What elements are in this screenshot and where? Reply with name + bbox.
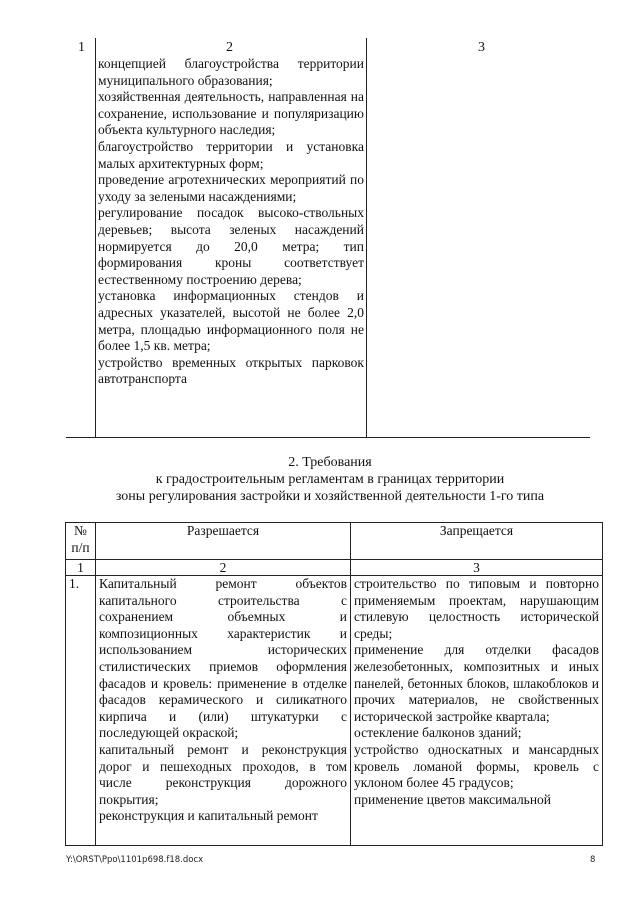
top-table-bottom-border — [66, 437, 590, 438]
table-row — [66, 576, 603, 846]
top-allowed-item: концепцией благоустройства территории муниципального образования; — [98, 56, 364, 88]
regulations-table — [65, 522, 603, 846]
table-header-row — [66, 523, 603, 560]
forbidden-item: остекление балконов зданий; — [354, 725, 522, 741]
top-allowed-item: регулирование посадок высоко-ствольных деревьев; высота зеленых насаждений нормируется до 20,0 метра; тип формирования кроны соответствует естественному построению дерева; — [98, 205, 364, 287]
col-num-1: 1 — [66, 560, 96, 576]
allowed-cell — [96, 576, 351, 846]
footer-file-path: Y:\ORST\Ppo\1101p698.f18.docx — [66, 855, 204, 865]
header-num: № п/п — [66, 523, 96, 560]
forbidden-item: применение для отделки фасадов железобетонных, композитных и иных панелей, бетонных блоков, шлакоблоков и прочих материалов, не свойственных исторической застройке квартала; — [354, 642, 599, 724]
top-col-num-2: 2 — [226, 40, 233, 55]
top-col-num-3: 3 — [478, 40, 485, 55]
top-col-num-1: 1 — [78, 40, 85, 55]
header-forbidden: Запрещается — [351, 523, 603, 560]
header-allowed: Разрешается — [96, 523, 351, 560]
col-num-3: 3 — [351, 560, 603, 576]
top-allowed-item: проведение агротехнических мероприятий по уходу за зелеными насаждениями; — [98, 172, 364, 204]
section-subtitle-line-1: к градостроительным регламентам в границах территории — [155, 472, 505, 487]
section-subtitle-line-2: зоны регулирования застройки и хозяйственной деятельности 1-го типа — [115, 489, 545, 504]
forbidden-cell — [351, 576, 603, 846]
top-allowed-item: установка информационных стендов и адресных указателей, высотой не более 2,0 метра, площадью информационного поля не более 1,5 кв. метра; — [98, 288, 364, 354]
column-number-row — [66, 560, 603, 576]
row-number-text: 1. — [69, 576, 80, 591]
allowed-item: реконструкция и капитальный ремонт — [99, 808, 318, 824]
section-title: 2. Требования — [288, 455, 372, 470]
forbidden-item: строительство по типовым и повторно применяемым проектам, нарушающим стилевую целостность исторической среды; — [354, 576, 599, 641]
allowed-item: Капитальный ремонт объектов капитального строительства с сохранением объемных и композиционных характеристик и использованием исторических стилистических приемов оформления фасадов и кровель: применение в отделке фасадов керамического и силикатного кирпича и (или) штукатурки с последующей окраской; — [99, 576, 347, 741]
row-number — [66, 576, 96, 846]
allowed-item: капитальный ремонт и реконструкция дорог и пешеходных проходов, в том числе реконструкция дорожного покрытия; — [99, 741, 347, 807]
forbidden-item: устройство односкатных и мансардных кровель ломаной формы, кровель с уклоном более 45 градусов; — [354, 741, 599, 791]
top-table-mid-border — [366, 38, 367, 438]
top-allowed-item: хозяйственная деятельность, направленная на сохранение, использование и популяризацию объекта культурного наследия; — [98, 89, 364, 138]
col-num-2: 2 — [96, 560, 351, 576]
top-table-left-border — [95, 38, 96, 438]
top-allowed-item: устройство временных открытых парковок автотранспорта — [98, 354, 364, 387]
footer-page-number: 8 — [590, 855, 596, 865]
forbidden-item: применение цветов максимальной — [354, 791, 552, 807]
top-allowed-cell — [98, 56, 364, 388]
top-allowed-item: благоустройство территории и установка малых архитектурных форм; — [98, 138, 364, 171]
